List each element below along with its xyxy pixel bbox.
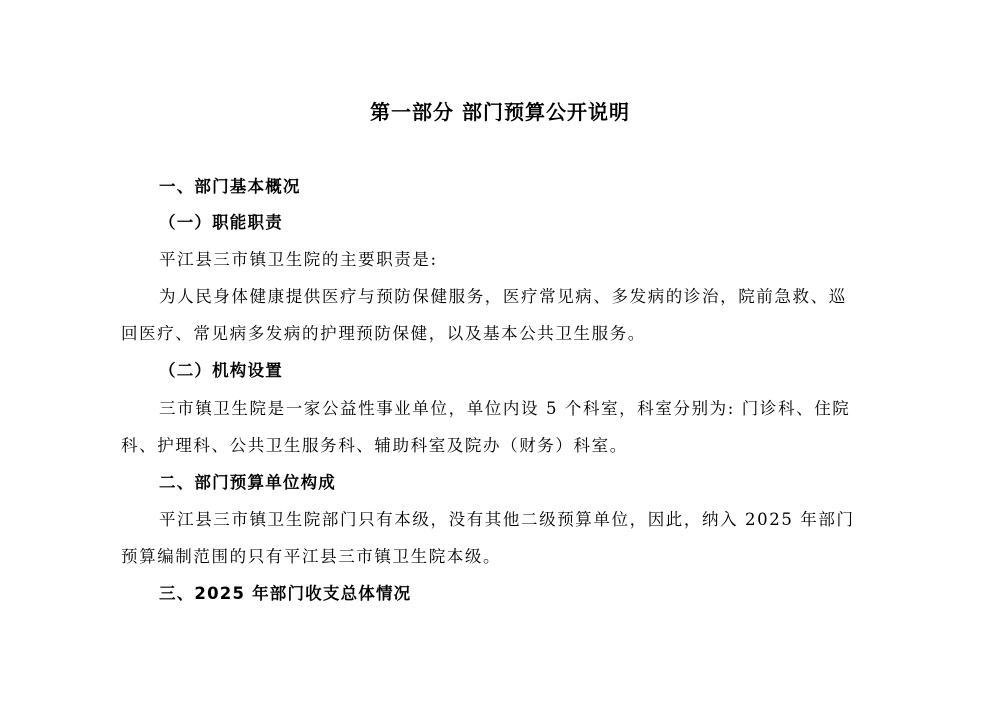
section-heading-3: 三、2025 年部门收支总体情况 [159,584,412,603]
paragraph-line: 三市镇卫生院是一家公益性事业单位，单位内设 5 个科室，科室分别为: 门诊科、住院 [159,399,851,418]
paragraph-line: 预算编制范围的只有平江县三市镇卫生院本级。 [121,547,502,566]
subsection-heading-1: （一）职能职责 [159,213,283,232]
section-heading-2: 二、部门预算单位构成 [159,473,336,492]
paragraph-line: 平江县三市镇卫生院的主要职责是: [159,250,438,269]
paragraph-line: 回医疗、常见病多发病的护理预防保健，以及基本公共卫生服务。 [121,324,646,343]
document-title: 第一部分 部门预算公开说明 [370,100,630,124]
paragraph-line: 科、护理科、公共卫生服务科、辅助科室及院办（财务）科室。 [121,436,628,455]
paragraph-line: 为人民身体健康提供医疗与预防保健服务，医疗常见病、多发病的诊治，院前急救、巡 [159,287,847,306]
subsection-heading-2: （二）机构设置 [159,361,283,380]
section-heading-1: 一、部门基本概况 [159,177,301,196]
paragraph-line: 平江县三市镇卫生院部门只有本级，没有其他二级预算单位，因此，纳入 2025 年部门 [159,510,855,529]
